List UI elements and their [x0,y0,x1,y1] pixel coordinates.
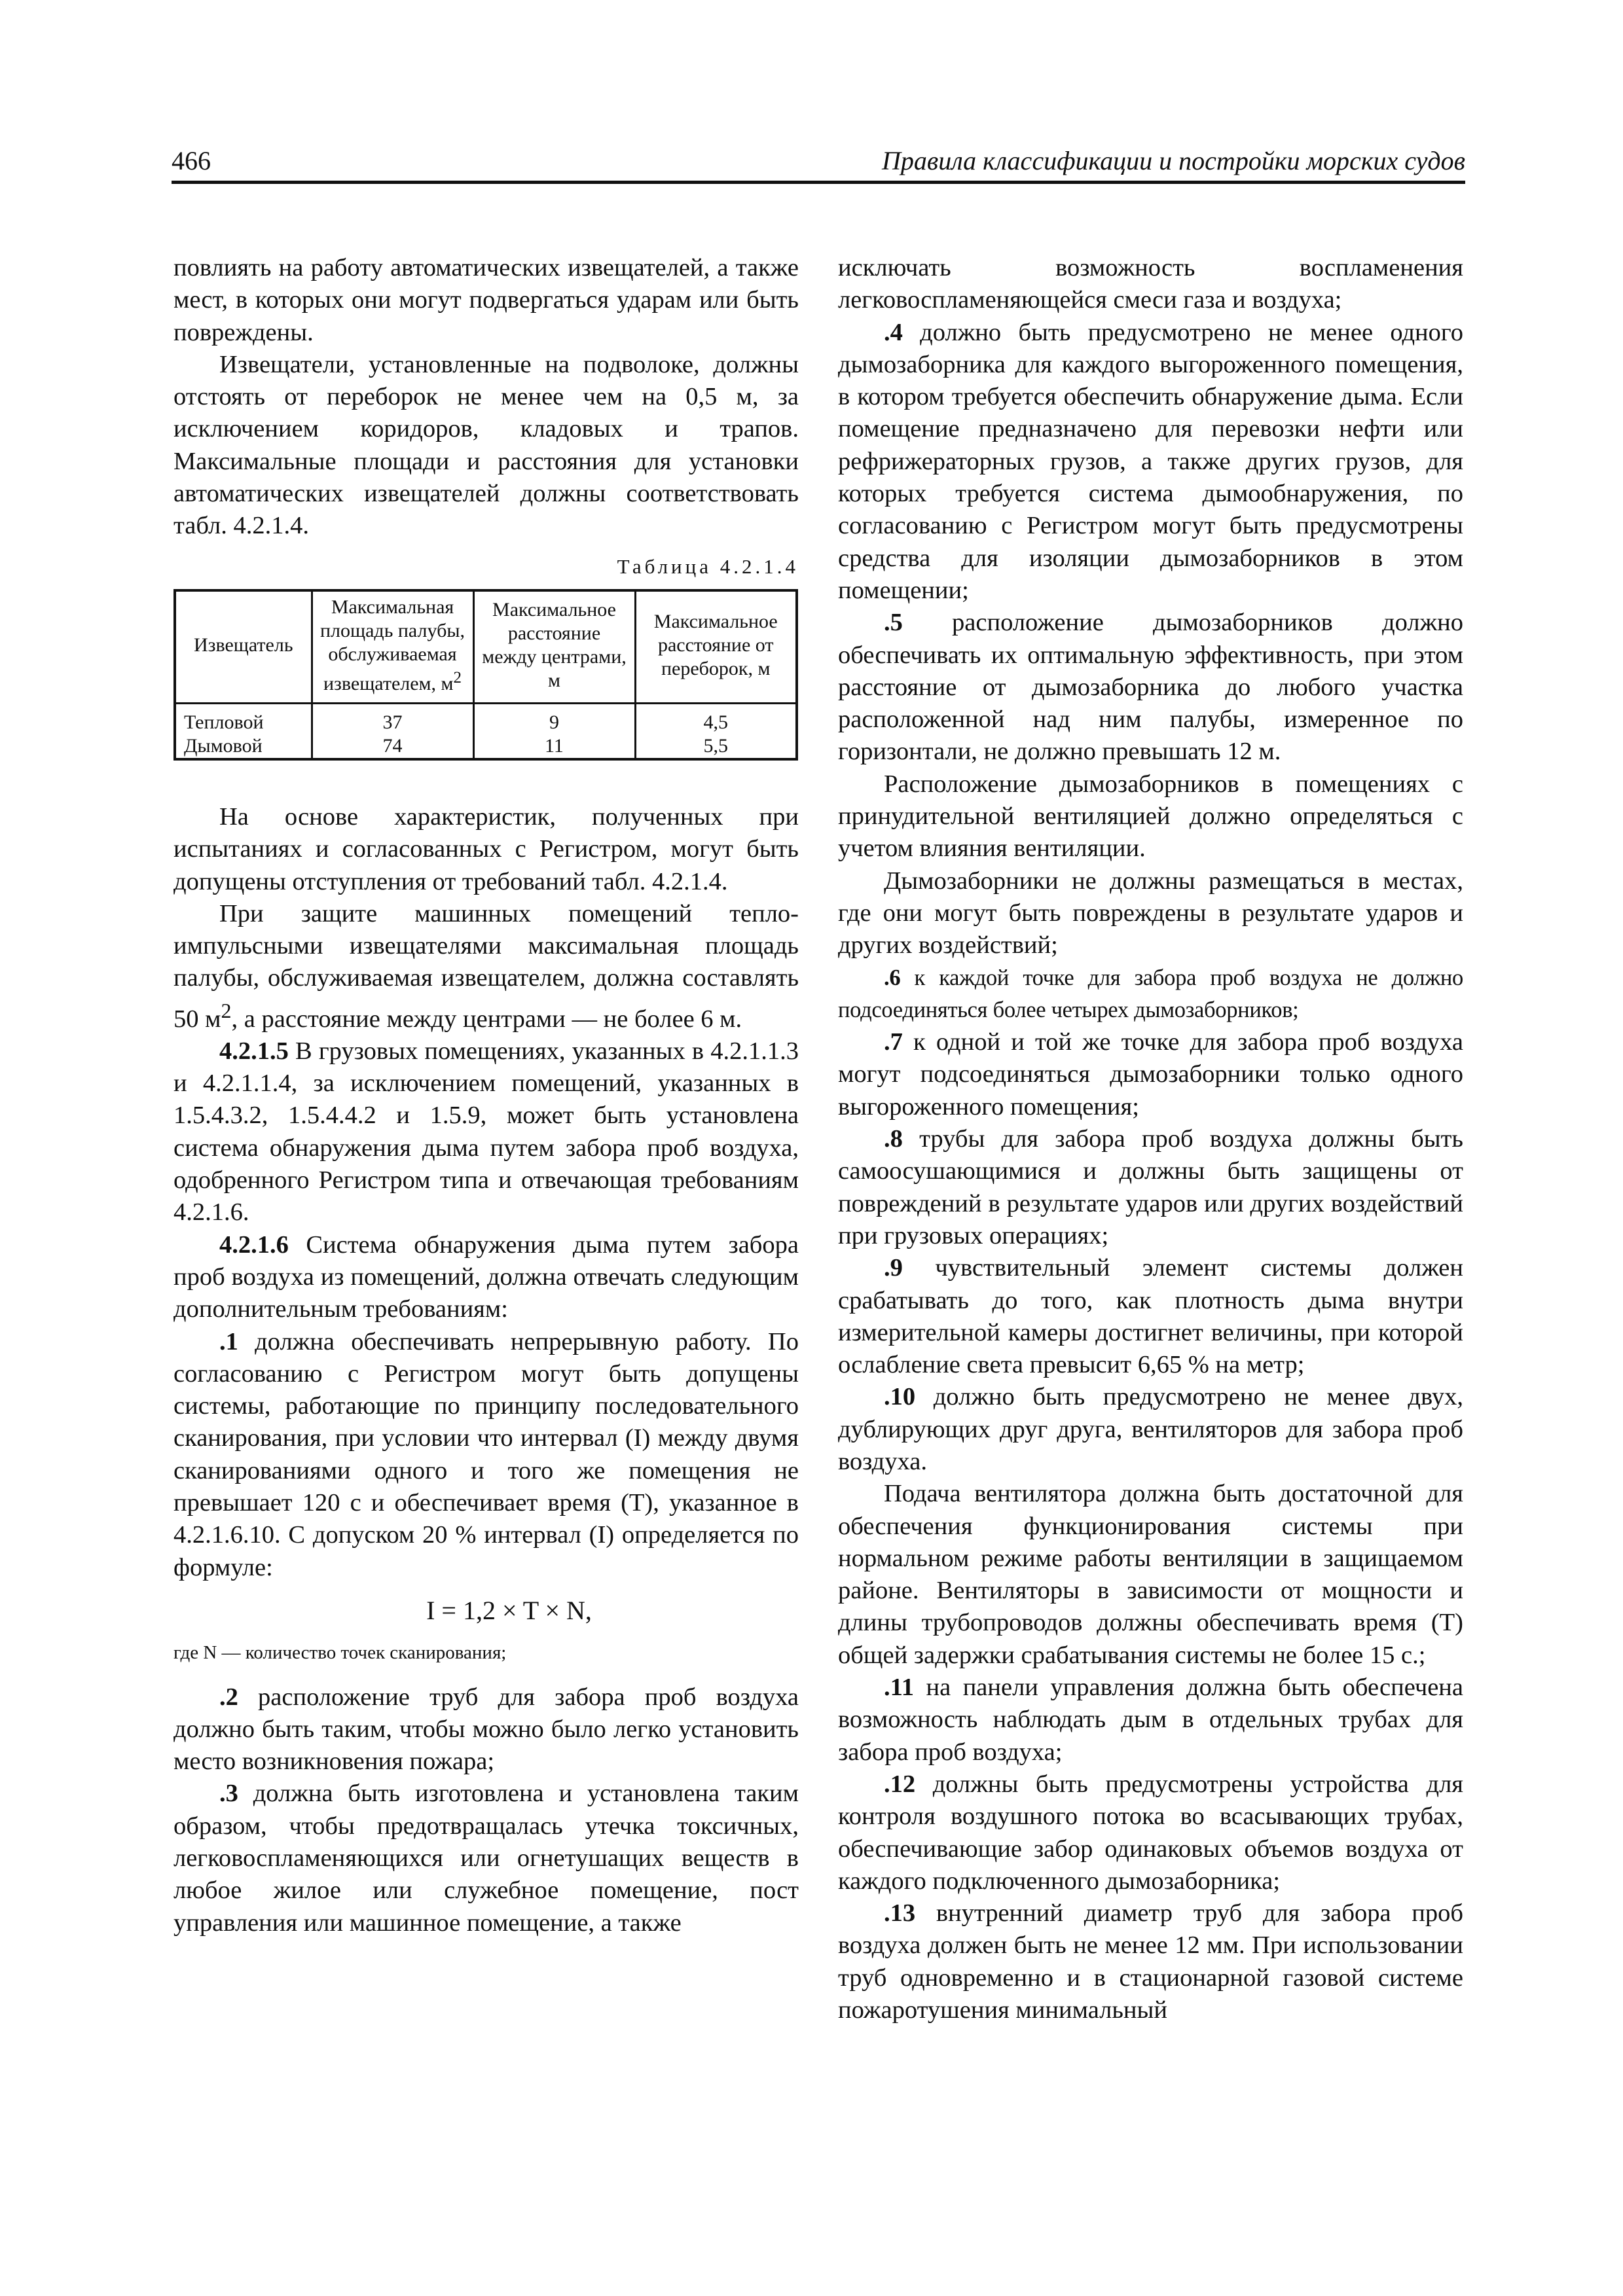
formula: I = 1,2 × T × N, [426,1595,592,1625]
paragraph: Извещатели, установленные на подволоке, должны отстоять от переборок не менее чем на 0,5 м, за исключением коридоров, кладовых и трапов. Максимальные площади и расстояния для установки автоматических извещателей должны соответствовать табл. 4.2.1.4. [173,350,799,540]
running-title: Правила классификации и постройки морских судов [881,146,1465,175]
paragraph: Расположение дымозаборников в помещениях с принудительной вентиляцией должно определяться с учетом влияния вентиляции. [838,770,1463,863]
item-number: .9 [884,1254,903,1282]
paragraph: Дымозаборники не должны размещаться в местах, где они могут быть повреждены в результате ударов и других воздействий; [838,867,1463,960]
clause-4-2-1-5 [173,1035,799,1229]
item-number: .7 [884,1028,903,1056]
item-number: .5 [884,609,903,637]
item-number: .11 [884,1674,915,1702]
left-column [173,252,799,1939]
clause-number: 4.2.1.5 [219,1037,289,1065]
item-text: должно быть предусмотрено не менее одного дымозаборника для каждого выгороженного помещения, в котором требуется обеспечить обнаружение дыма. Если помещение предназначено для перевозки нефти или рефрижераторных грузов, а также других грузов, для которых требуется система дымообнаружения, по согласованию с Регистром могут быть предусмотрены средства для изоляции дымозаборников в этом помещении; [838,318,1463,604]
item-8 [838,1123,1463,1252]
item-number: .6 [884,965,901,990]
paragraph: При защите машинных помещений тепло-импульсными извещателями максимальная площадь палубы, обслуживаемая извещателем, должна составлять 50 $м^2$, а расстояние между центрами — не более 6 м. [173,899,799,1033]
paragraph: повлиять на работу автоматических извещателей, а также мест, в которых они могут подвергаться ударам или быть повреждены. [173,254,799,346]
header-rule [172,181,1465,184]
item-5 [838,607,1463,768]
table-cell [312,703,473,759]
table-cell-text: 4,5 [703,711,728,733]
paragraph: Подача вентилятора должна быть достаточной для обеспечения функционирования системы при нормальном режиме работы вентиляции в защищаемом районе. Вентиляторы в зависимости от мощности и длины трубопроводов должны обеспечивать время (T) общей задержки срабатывания системы не более 15 с.; [838,1480,1463,1669]
table-cell [473,703,635,759]
table-header-cell: Максимальное расстояние от переборок, м [635,590,797,704]
item-text: должна быть изготовлена и установлена таким образом, чтобы предотвращалась утечка токсичных, легковоспламеняющихся или огнетушащих веществ в любое жилое или служебное помещение, пост управления или машинное помещение, а также [173,1780,799,1937]
item-text: расположение дымозаборников должно обеспечивать их оптимальную эффективность, при этом расстояние от дымозаборника до любого участка расположенной над ним палубы, измеренное по горизонтали, не должно превышать 12 м. [838,609,1463,766]
item-number: .4 [884,318,903,346]
item-4 [838,317,1463,607]
item-number: .2 [219,1683,238,1711]
item-text: на панели управления должна быть обеспечена возможность наблюдать дым в отдельных трубах для забора проб воздуха; [838,1674,1463,1766]
item-text: к одной и той же точке для забора проб воздуха могут подсоединяться дымозаборники только одного выгороженного помещения; [838,1028,1463,1121]
item-1 [173,1326,799,1584]
item-2 [173,1681,799,1778]
clause-text: Система обнаружения дыма путем забора проб воздуха из помещений, должна отвечать следующим дополнительным требованиям: [173,1230,799,1323]
formula-legend: где N — количество точек сканирования; [173,1642,507,1664]
item-number: .10 [884,1383,916,1411]
paragraph: исключать возможность воспламенения легковоспламеняющейся смеси газа и воздуха; [838,254,1463,314]
detector-table [173,589,798,761]
item-3 [173,1778,799,1939]
item-number: .12 [884,1770,916,1798]
item-10 [838,1381,1463,1478]
table-cell [635,703,797,759]
table-cell-text: Тепловой [184,711,264,733]
clause-text: В грузовых помещениях, указанных в 4.2.1.1.3 и 4.2.1.1.4, за исключением помещений, указанных в 1.5.4.3.2, 1.5.4.4.2 и 1.5.9, может быть установлена система обнаружения дыма путем забора проб воздуха, одобренного Регистром типа и отвечающая требованиям 4.2.1.6. [173,1037,799,1227]
item-7 [838,1026,1463,1123]
item-text: к каждой точке для забора проб воздуха не должно подсоединяться более четырех дымозаборников; [838,965,1463,1022]
table-cell-text: 11 [545,734,564,757]
item-text: должна обеспечивать непрерывную работу. По согласованию с Регистром могут быть допущены системы, работающие по принципу последовательного сканирования, при условии что интервал (I) между двумя сканированиями одного и того же помещения не превышает 120 с и обеспечивает время (T), указанное в 4.2.1.6.10. С допуском 20 % интервал (I) определяется по формуле: [173,1327,799,1581]
item-13 [838,1897,1463,2026]
table-cell-text: 37 [382,711,403,733]
table-header-cell: Максимальная площадь палубы, обслуживаемая извещателем, $м^2$ [312,590,473,704]
item-number: .1 [219,1327,238,1355]
item-number: .13 [884,1899,916,1928]
page-header [172,143,1465,185]
page-number: 466 [172,146,211,175]
right-column [838,252,1463,2026]
table-cell-text: 74 [382,734,403,757]
item-number: .3 [219,1780,238,1808]
table-header-cell: Извещатель [175,590,312,704]
clause-number: 4.2.1.6 [219,1230,289,1259]
item-11 [838,1672,1463,1768]
item-12 [838,1768,1463,1897]
paragraph: На основе характеристик, полученных при испытаниях и согласованных с Регистром, могут быть допущены отступления от требований табл. 4.2.1.4. [173,802,799,895]
item-number: .8 [884,1125,903,1153]
table-row [175,703,797,759]
item-text: чувствительный элемент системы должен срабатывать до того, как плотность дыма внутри измерительной камеры достигнет величины, при которой ослабление света превысит 6,65 % на метр; [838,1254,1463,1379]
item-text: трубы для забора проб воздуха должны быть самоосушающимися и должны быть защищены от повреждений в результате ударов или других воздействий при грузовых операциях; [838,1125,1463,1249]
table-caption: Таблица 4.2.1.4 [617,554,799,578]
item-9 [838,1252,1463,1381]
table-header-cell: Максимальное расстояние между центрами, м [473,590,635,704]
table-cell-text: 9 [549,711,559,733]
item-text: должно быть предусмотрено не менее двух, дублирующих друг друга, вентиляторов для забора проб воздуха. [838,1383,1463,1475]
item-6 [838,962,1463,1027]
table-cell-text: Дымовой [184,734,263,757]
spacer [173,761,799,801]
clause-4-2-1-6 [173,1229,799,1326]
table-cell [175,703,312,759]
item-text: внутренний диаметр труб для забора проб воздуха должен быть не менее 12 мм. При использовании труб одновременно и в стационарной газовой системе пожаротушения минимальный [838,1899,1463,2024]
table-cell-text: 5,5 [703,734,728,757]
item-text: расположение труб для забора проб воздуха должно быть таким, чтобы можно было легко установить место возникновения пожара; [173,1683,799,1776]
item-text: должны быть предусмотрены устройства для контроля воздушного потока во всасывающих трубах, обеспечивающие забор одинаковых объемов воздуха от каждого подключенного дымозаборника; [838,1770,1463,1895]
table-header-row [175,590,797,704]
